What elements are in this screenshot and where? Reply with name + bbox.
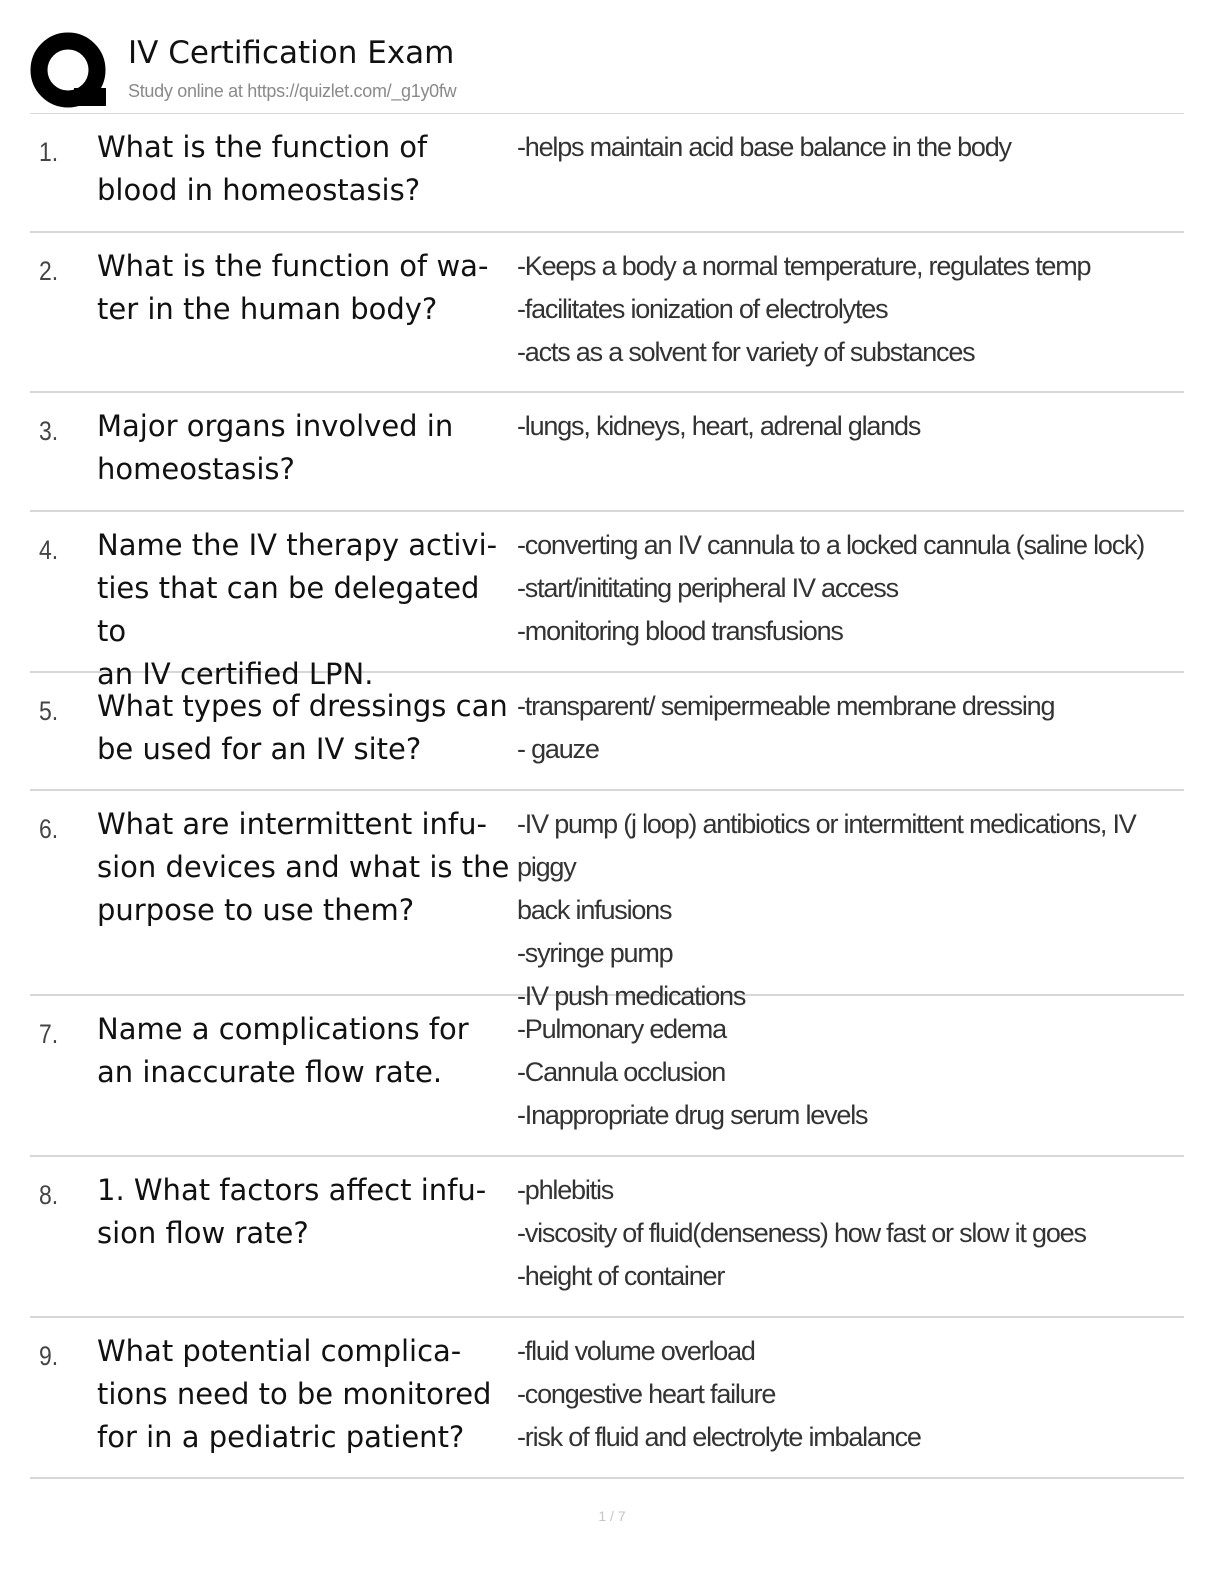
card-definition: -helps maintain acid base balance in the body <box>517 132 1011 162</box>
card-definition: -Pulmonary edema -Cannula occlusion -Inappropriate drug serum levels <box>517 1014 868 1130</box>
card-number: 9. <box>39 1341 59 1371</box>
flashcard-row <box>30 114 1184 233</box>
card-number: 4. <box>39 535 59 565</box>
card-number: 2. <box>39 256 59 286</box>
card-term: What is the function of blood in homeostasis? <box>97 130 428 207</box>
card-definition: -Keeps a body a normal temperature, regulates temp -facilitates ionization of electrolytes -acts as a solvent for variety of substances <box>517 251 1091 367</box>
document-header <box>30 30 1184 114</box>
card-number: 5. <box>39 696 59 726</box>
card-term: Name a complications for an inaccurate flow rate. <box>97 1012 469 1089</box>
card-term: What types of dressings can be used for an IV site? <box>97 689 508 766</box>
flashcard-row <box>30 791 1184 1011</box>
card-number: 1. <box>39 137 59 167</box>
flashcard-row <box>30 512 1184 691</box>
card-term: What are intermittent infu- sion devices and what is the purpose to use them? <box>97 807 510 927</box>
card-term: Name the IV therapy activi- ties that can be delegated to an IV certified LPN. <box>97 528 498 691</box>
flashcard-row <box>30 393 1184 512</box>
flashcard-row <box>30 673 1184 791</box>
quizlet-logo-icon <box>30 32 110 112</box>
flashcard-list <box>30 114 1184 1479</box>
card-definition: -phlebitis -viscosity of fluid(denseness) how fast or slow it goes -height of container <box>517 1175 1086 1291</box>
card-definition: -converting an IV cannula to a locked cannula (saline lock) -start/inititating peripheral IV access -monitoring blood transfusions <box>517 530 1145 646</box>
flashcard-row <box>30 233 1184 393</box>
card-definition: -fluid volume overload -congestive heart failure -risk of fluid and electrolyte imbalance <box>517 1336 921 1452</box>
card-term: 1. What factors affect infu- sion flow rate? <box>97 1173 487 1250</box>
flashcard-row <box>30 996 1184 1157</box>
study-online-link-text: Study online at https://quizlet.com/_g1y0fw <box>128 81 457 101</box>
card-term: What potential complica- tions need to be monitored for in a pediatric patient? <box>97 1334 492 1454</box>
card-definition: -IV pump (j loop) antibiotics or intermittent medications, IV piggy back infusions -syringe pump -IV push medications <box>517 809 1136 1011</box>
flashcard-row <box>30 1318 1184 1479</box>
card-definition: -transparent/ semipermeable membrane dressing - gauze <box>517 691 1055 764</box>
card-number: 6. <box>39 814 59 844</box>
card-term: Major organs involved in homeostasis? <box>97 409 454 486</box>
document-title: IV Certification Exam <box>128 35 455 71</box>
card-number: 8. <box>39 1180 59 1210</box>
card-number: 7. <box>39 1019 59 1049</box>
page-number: 1 / 7 <box>598 1508 626 1524</box>
card-term: What is the function of wa- ter in the human body? <box>97 249 489 326</box>
card-definition: -lungs, kidneys, heart, adrenal glands <box>517 411 921 441</box>
flashcard-row <box>30 1157 1184 1318</box>
card-number: 3. <box>39 416 59 446</box>
